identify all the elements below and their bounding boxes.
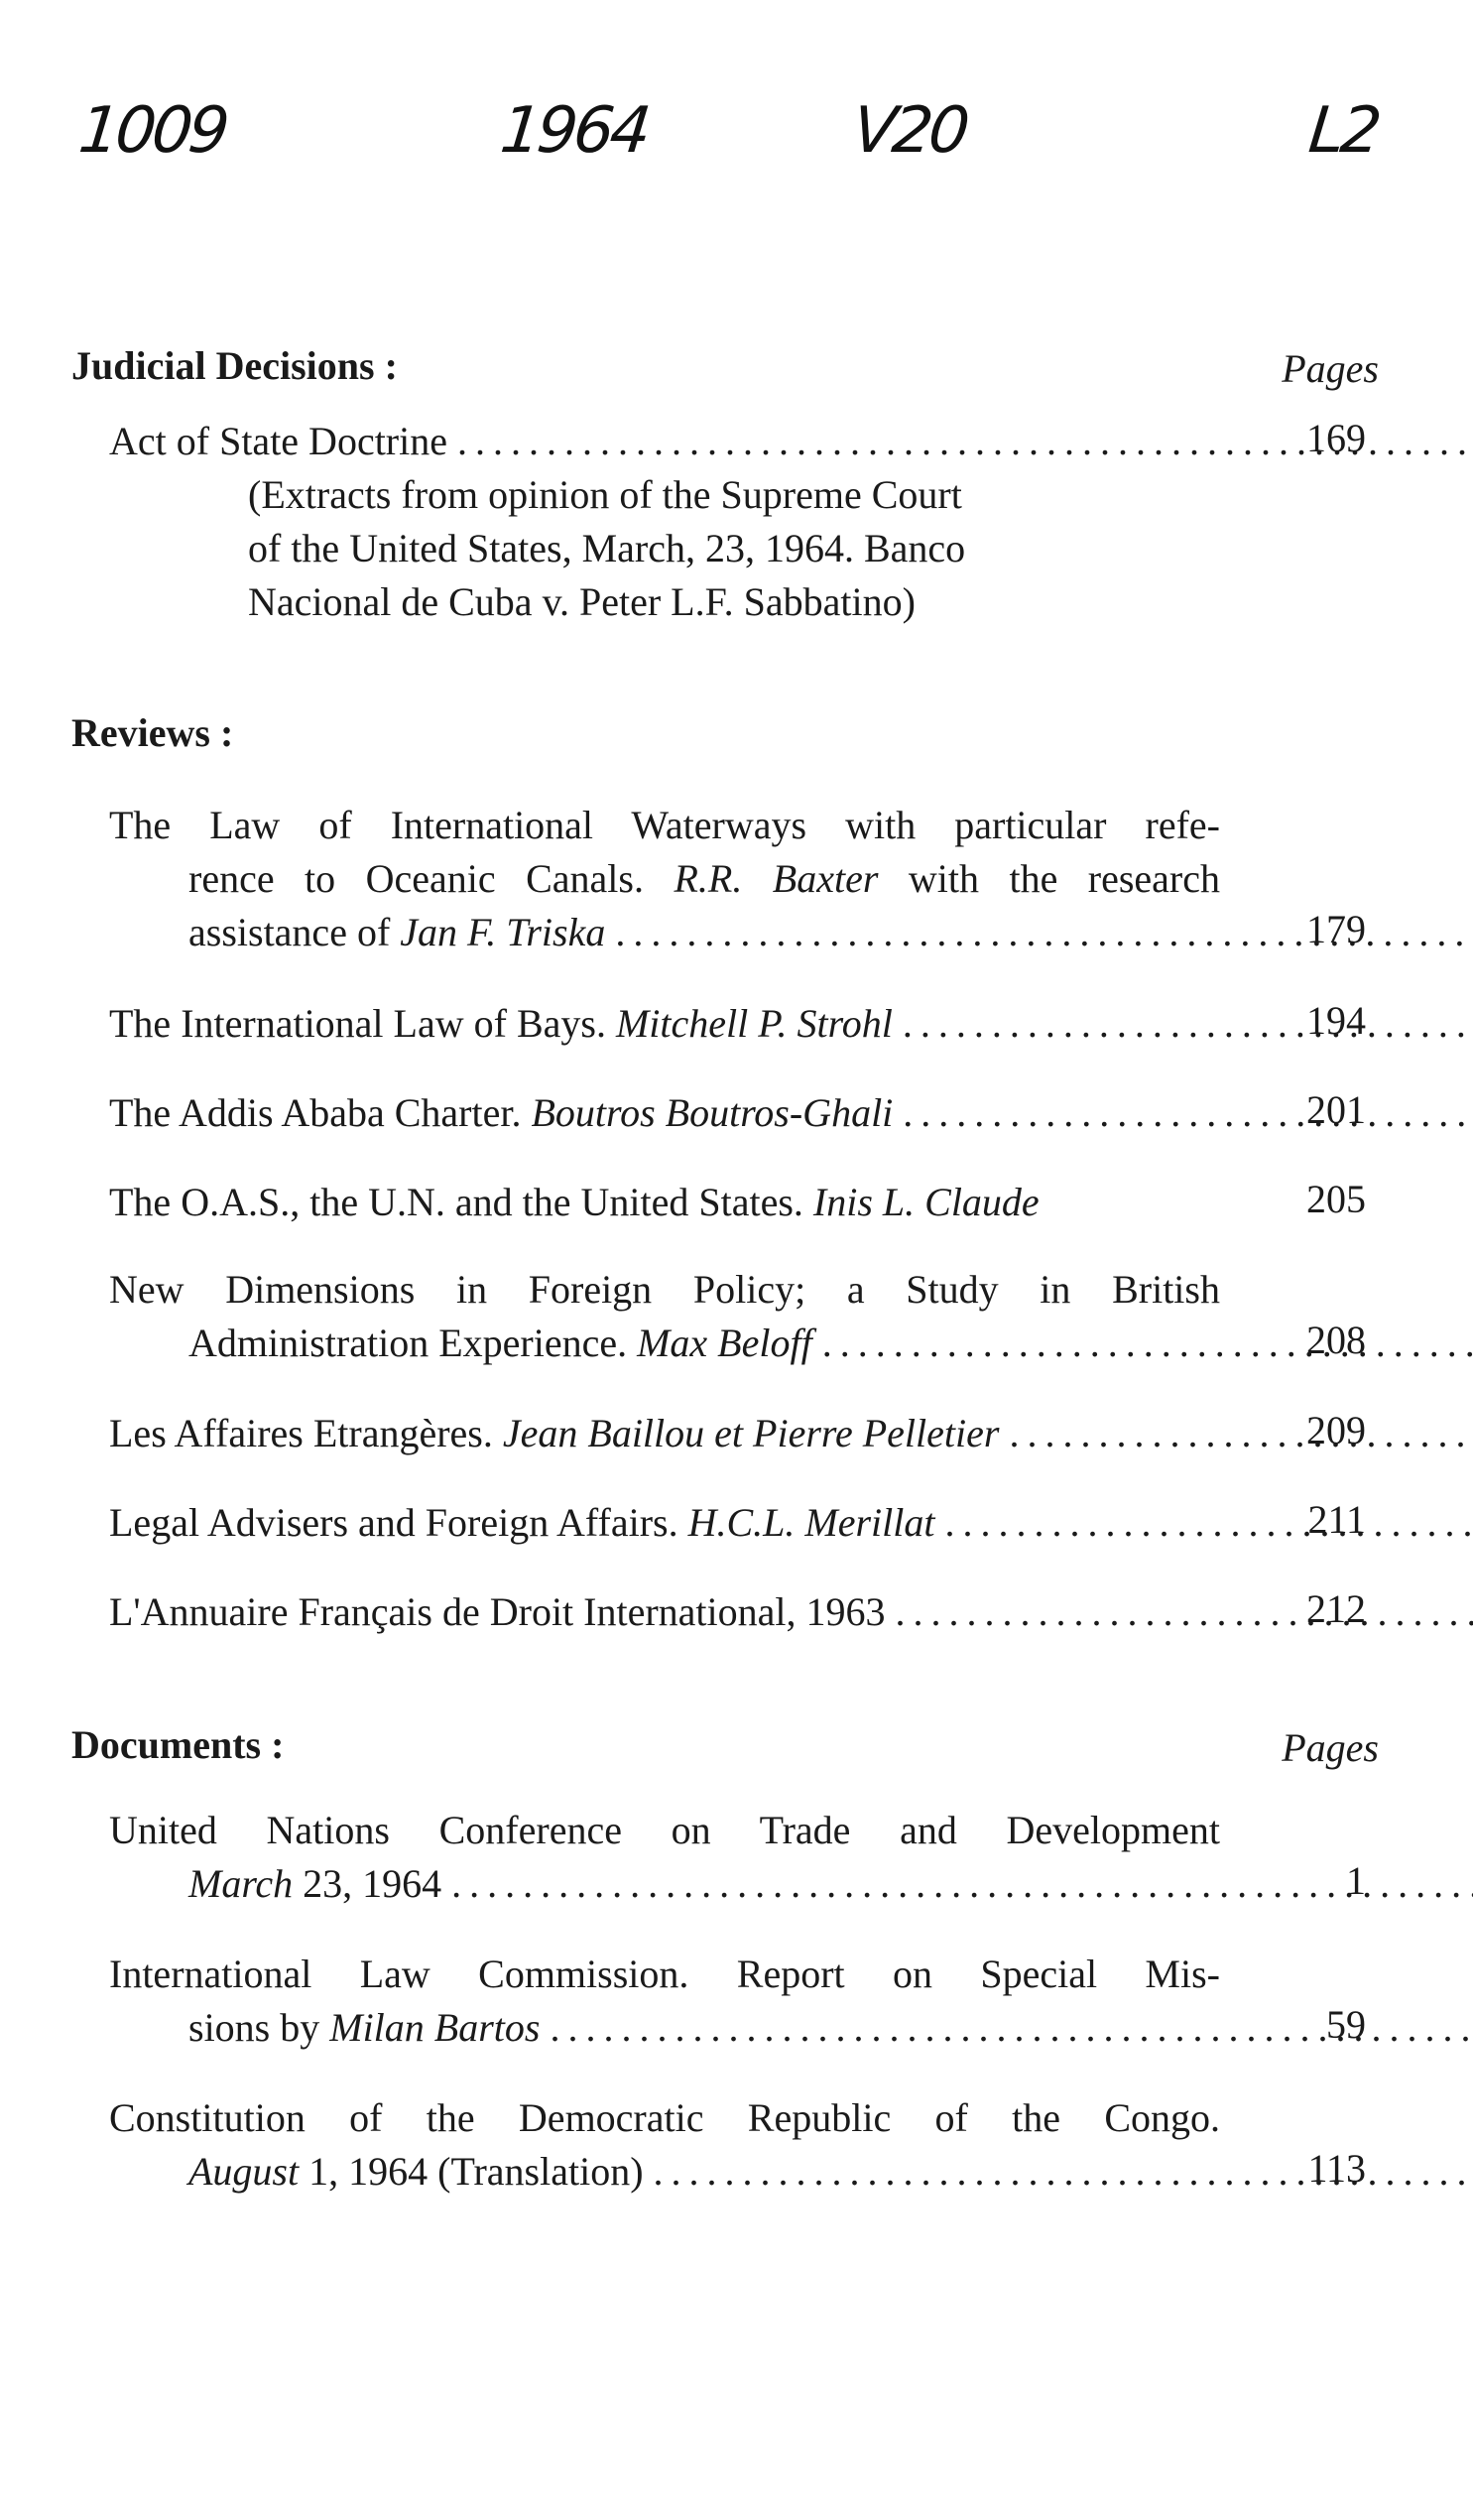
toc-entry-act-of-state[interactable] — [109, 415, 1220, 629]
review-item[interactable]: New Dimensions in Foreign Policy; a Study in British Administration Experience. Max Beloff..... — [109, 1263, 1220, 1370]
handwritten-annotation-1: 1009 — [75, 94, 229, 168]
page-number: 205 — [1306, 1177, 1366, 1221]
review-item[interactable]: L'Annuaire Français de Droit International, 1963..... — [109, 1585, 1220, 1639]
entry-description-line: (Extracts from opinion of the Supreme Court — [248, 472, 962, 517]
page-number: 169 — [1306, 416, 1366, 460]
review-item[interactable]: The O.A.S., the U.N. and the United States. Inis L. Claude — [109, 1180, 1040, 1224]
page-number: 201 — [1306, 1087, 1366, 1132]
page-number: 179 — [1306, 907, 1366, 951]
handwritten-annotation-4: L2 — [1305, 94, 1382, 168]
review-item[interactable]: The Addis Ababa Charter. Boutros Boutros-Ghali..... — [109, 1086, 1220, 1140]
entry-description-line: of the United States, March, 23, 1964. Banco — [248, 526, 966, 570]
document-item[interactable]: United Nations Conference on Trade and Development March 23, 1964..... — [109, 1804, 1220, 1911]
pages-label: Pages — [1282, 1725, 1379, 1770]
page-number: 212 — [1306, 1586, 1366, 1631]
entry-description-line: Nacional de Cuba v. Peter L.F. Sabbatino) — [248, 579, 916, 624]
document-item[interactable]: International Law Commission. Report on Special Mis- sions by Milan Bartos..... — [109, 1948, 1220, 2055]
judicial-decisions-heading: Judicial Decisions : — [71, 343, 398, 388]
page-number: 209 — [1306, 1408, 1366, 1452]
page-number: 1 — [1346, 1858, 1366, 1903]
document-item[interactable]: Constitution of the Democratic Republic of the Congo. August 1, 1964 (Translation)..... — [109, 2091, 1220, 2199]
review-item[interactable]: Les Affaires Etrangères. Jean Baillou et Pierre Pelletier..... — [109, 1407, 1220, 1460]
page-number: 59 — [1326, 2002, 1366, 2047]
page-number: 208 — [1306, 1318, 1366, 1362]
handwritten-annotation-3: V20 — [849, 94, 970, 168]
page-number: 211 — [1307, 1497, 1366, 1542]
entry-title: Act of State Doctrine — [109, 419, 447, 463]
review-item[interactable]: The International Law of Bays. Mitchell P. Strohl..... — [109, 997, 1220, 1051]
page-number: 113 — [1307, 2146, 1366, 2191]
documents-heading: Documents : — [71, 1722, 285, 1767]
review-item[interactable]: The Law of International Waterways with particular refe- rence to Oceanic Canals. R.R. Baxter with the research assistance of Jan F. Triska..... — [109, 799, 1220, 959]
pages-label: Pages — [1282, 346, 1379, 391]
page-number: 194 — [1306, 998, 1366, 1043]
reviews-heading: Reviews : — [71, 710, 234, 755]
review-item[interactable]: Legal Advisers and Foreign Affairs. H.C.L. Merillat..... — [109, 1496, 1220, 1550]
handwritten-annotation-2: 1964 — [497, 94, 651, 168]
